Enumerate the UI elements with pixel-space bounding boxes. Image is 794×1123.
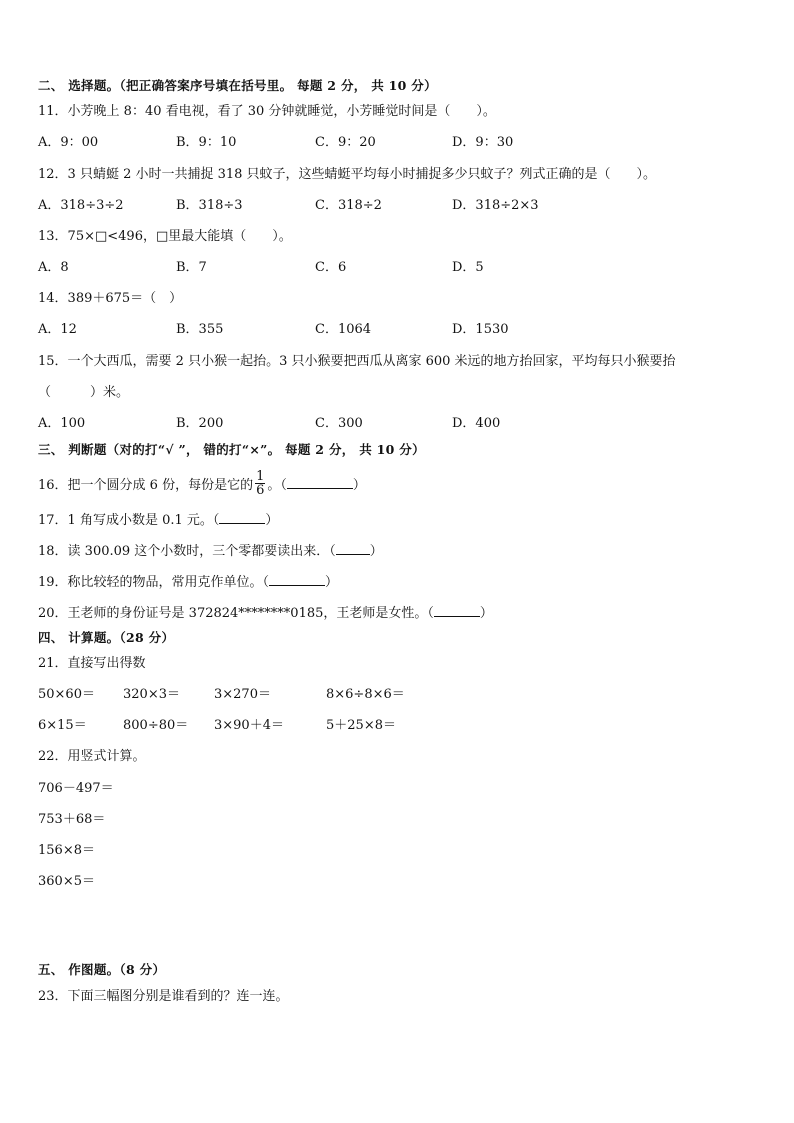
question-18 (38, 541, 383, 561)
q15-option-b: B．200 (176, 416, 224, 431)
question-11-text: 11．小芳晚上 8：40 看电视，看了 30 分钟就睡觉，小芳睡觉时间是（ ）。 (38, 104, 496, 119)
question-22-text: 22．用竖式计算。 (38, 749, 146, 764)
q12-option-a: A．318÷3÷2 (38, 198, 124, 213)
q12-option-c: C．318÷2 (315, 198, 382, 213)
answer-blank-18[interactable] (336, 541, 370, 555)
section-title-calculation: 四、 计算题。（28 分） (38, 630, 175, 645)
q12-option-b: B．318÷3 (176, 198, 243, 213)
question-16 (38, 469, 366, 499)
q14-option-c: C．1064 (315, 322, 372, 337)
q14-option-b: B．355 (176, 322, 224, 337)
fraction-denominator: 6 (256, 483, 265, 498)
vertical-calc-item: 706－497＝ (38, 781, 114, 796)
calc-item: 5＋25×8＝ (326, 718, 396, 733)
q14-option-d: D．1530 (452, 322, 509, 337)
question-17 (38, 510, 278, 530)
q13-option-a: A．8 (38, 260, 69, 275)
section-title-choice: 二、 选择题。（把正确答案序号填在括号里。 每题 2 分， 共 10 分） (38, 78, 437, 93)
vertical-calc-item: 156×8＝ (38, 843, 95, 858)
fraction-one-sixth (255, 470, 265, 497)
question-16-paren-close: ） (352, 478, 366, 493)
q15-option-a: A．100 (38, 416, 86, 431)
answer-blank-20[interactable] (434, 603, 480, 617)
question-15-text-cont: （ ）米。 (38, 385, 130, 400)
question-20 (38, 603, 493, 623)
question-19 (38, 572, 338, 592)
question-20-paren-close: ） (479, 606, 493, 621)
vertical-calc-item: 753＋68＝ (38, 812, 106, 827)
question-12-text: 12．3 只蜻蜓 2 小时一共捕捉 318 只蚊子，这些蜻蜓平均每小时捕捉多少只蚊子？列式正确的是（ ）。 (38, 167, 657, 182)
question-14-text: 14．389＋675＝（ ） (38, 291, 183, 306)
q15-option-d: D．400 (452, 416, 501, 431)
q15-option-c: C．300 (315, 416, 363, 431)
q13-option-b: B．7 (176, 260, 207, 275)
question-23-text: 23．下面三幅图分别是谁看到的？连一连。 (38, 989, 289, 1004)
q11-option-a: A．9：00 (38, 135, 99, 150)
q11-option-d: D．9：30 (452, 135, 514, 150)
question-19-paren-close: ） (325, 575, 339, 590)
question-16-paren-open: 。（ (267, 478, 287, 493)
q11-option-c: C．9：20 (315, 135, 376, 150)
q12-option-d: D．318÷2×3 (452, 198, 539, 213)
question-16-text: 16．把一个圆分成 6 份，每份是它的 (38, 478, 254, 493)
calc-item: 50×60＝ (38, 687, 95, 702)
q14-option-a: A．12 (38, 322, 77, 337)
calc-item: 3×90＋4＝ (214, 718, 284, 733)
question-17-paren-close: ） (265, 513, 279, 528)
vertical-calc-item: 360×5＝ (38, 874, 95, 889)
calc-item: 3×270＝ (214, 687, 271, 702)
calc-item: 800÷80＝ (123, 718, 189, 733)
question-17-text: 17．1 角写成小数是 0.1 元。（ (38, 513, 220, 528)
question-18-text: 18．读 300.09 这个小数时，三个零都要读出来．（ (38, 544, 336, 559)
section-title-judgement: 三、 判断题（对的打“√ ”， 错的打“×”。 每题 2 分， 共 10 分） (38, 442, 425, 457)
q13-option-d: D．5 (452, 260, 484, 275)
calc-item: 8×6÷8×6＝ (326, 687, 405, 702)
answer-blank-17[interactable] (219, 510, 265, 524)
calc-item: 6×15＝ (38, 718, 87, 733)
question-21-text: 21．直接写出得数 (38, 656, 146, 671)
section-title-drawing: 五、 作图题。（8 分） (38, 962, 166, 977)
answer-blank-19[interactable] (269, 572, 325, 586)
question-13-text: 13．75×□<496，□里最大能填（ ）。 (38, 229, 292, 244)
question-15-text: 15．一个大西瓜，需要 2 只小猴一起抬。3 只小猴要把西瓜从离家 600 米远的地方抬回家，平均每只小猴要抬 (38, 354, 676, 369)
fraction-numerator: 1 (256, 469, 265, 484)
answer-blank-16[interactable] (287, 475, 353, 489)
question-18-paren-close: ） (369, 544, 383, 559)
calc-item: 320×3＝ (123, 687, 180, 702)
question-19-text: 19．称比较轻的物品，常用克作单位。（ (38, 575, 270, 590)
q11-option-b: B．9：10 (176, 135, 237, 150)
q13-option-c: C．6 (315, 260, 347, 275)
question-20-text: 20．王老师的身份证号是 372824********0185，王老师是女性。（ (38, 606, 434, 621)
